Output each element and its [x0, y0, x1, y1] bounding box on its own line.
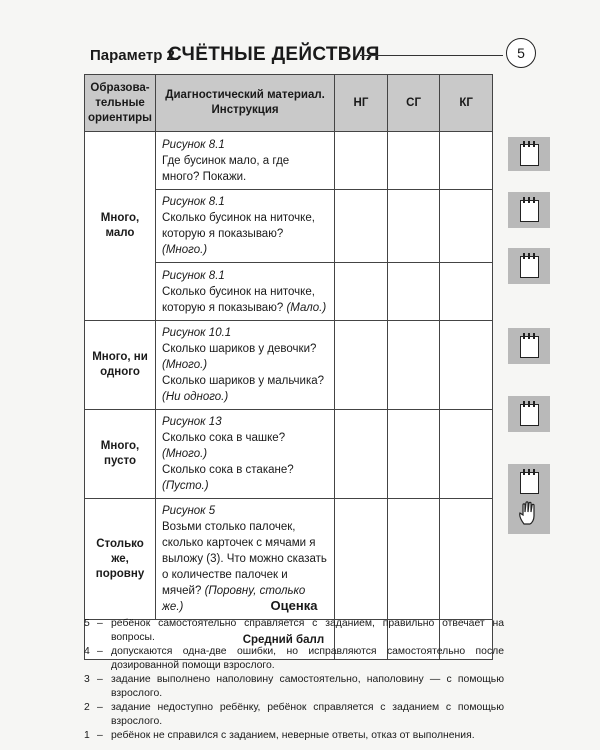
- table-row: [85, 410, 493, 499]
- score-cell-ng[interactable]: [335, 263, 388, 321]
- column-header: НГ: [335, 75, 388, 132]
- category-cell: Много, мало: [85, 132, 156, 321]
- side-tab[interactable]: [508, 192, 550, 228]
- grading-section: [84, 598, 504, 744]
- figure-ref: Рисунок 5: [162, 505, 216, 517]
- grade-item: 2 – задание недоступно ребёнку, ребёнок справляется с заданием с помощью взрослого.: [84, 702, 504, 727]
- expected-answer: (Много.): [162, 359, 208, 371]
- instruction-cell: [156, 190, 335, 263]
- grade-text: ребёнок не справился с заданием, неверные ответы, отказ от выполнения.: [111, 730, 475, 741]
- instruction-cell: [156, 321, 335, 410]
- parameter-number: Параметр 2.: [90, 47, 180, 64]
- expected-answer: (Ни одного.): [162, 391, 229, 403]
- header-divider: [360, 55, 503, 56]
- expected-answer: (Пусто.): [162, 480, 209, 492]
- score-cell-ng[interactable]: [335, 321, 388, 410]
- page-header: [90, 44, 535, 68]
- score-cell-ng[interactable]: [335, 410, 388, 499]
- side-tab[interactable]: [508, 328, 550, 364]
- grade-item: 1 – ребёнок не справился с заданием, неверные ответы, отказ от выполнения.: [84, 729, 504, 743]
- expected-answer: (Много.): [162, 244, 208, 256]
- score-cell-sg[interactable]: [387, 321, 440, 410]
- instruction-text: Сколько бусинок на ниточке, которую я показываю?: [162, 285, 315, 314]
- notebook-icon: [520, 200, 539, 222]
- score-cell-kg[interactable]: [440, 132, 493, 190]
- notebook-icon: [520, 144, 539, 166]
- score-cell-sg[interactable]: [387, 410, 440, 499]
- category-cell: Много, ни одного: [85, 321, 156, 410]
- column-header: СГ: [387, 75, 440, 132]
- instruction-cell: [156, 132, 335, 190]
- score-cell-ng[interactable]: [335, 190, 388, 263]
- side-tab[interactable]: [508, 464, 550, 534]
- figure-ref: Рисунок 8.1: [162, 138, 225, 151]
- grade-score: 2: [84, 702, 90, 713]
- expected-answer: (Много.): [162, 448, 208, 460]
- notebook-icon: [520, 256, 539, 278]
- grade-score: 3: [84, 674, 90, 685]
- score-cell-sg[interactable]: [387, 132, 440, 190]
- category-cell: Много, пусто: [85, 410, 156, 499]
- figure-ref: Рисунок 10.1: [162, 327, 232, 339]
- notebook-icon: [520, 404, 539, 426]
- score-cell-kg[interactable]: [440, 410, 493, 499]
- instruction-text: Где бусинок мало, а где много? Покажи.: [162, 154, 290, 183]
- expected-answer: (Поровну, столько же.): [162, 585, 306, 613]
- score-cell-kg[interactable]: [440, 190, 493, 263]
- score-cell-kg[interactable]: [440, 321, 493, 410]
- table-header-row: [85, 75, 493, 132]
- category-cell: Столько же, поровну: [85, 499, 156, 620]
- figure-ref: Рисунок 13: [162, 416, 222, 428]
- side-tab[interactable]: [508, 137, 550, 171]
- grade-item: 4 – допускаются одна-две ошибки, но исправляются самостоятельно после дозированной помощи взрослого.: [84, 646, 504, 671]
- grading-title: Оценка: [270, 598, 318, 613]
- table-row: [85, 321, 493, 410]
- page-title: СЧЁТНЫЕ ДЕЙСТВИЯ: [168, 44, 380, 65]
- column-header: Образова-тельные ориентиры: [85, 75, 156, 132]
- grade-score: 1: [84, 730, 90, 741]
- instruction-cell: [156, 263, 335, 321]
- grade-text: ребёнок самостоятельно справляется с заданием, правильно отвечает на вопросы.: [111, 618, 504, 643]
- column-header: Диагностический материал. Инструкция: [156, 75, 335, 132]
- figure-ref: Рисунок 8.1: [162, 269, 225, 282]
- grade-text: задание недоступно ребёнку, ребёнок справляется с заданием с помощью взрослого.: [111, 702, 504, 727]
- instruction-text: Сколько шариков у мальчика?: [162, 375, 325, 387]
- instruction-text: Сколько шариков у девочки?: [162, 343, 317, 355]
- score-cell-sg[interactable]: [387, 263, 440, 321]
- page-number: 5: [506, 38, 536, 68]
- grade-score: 4: [84, 646, 90, 657]
- expected-answer: (Мало.): [286, 301, 327, 314]
- grade-text: задание выполнено наполовину самостоятельно, наполовину — с помощью взрослого.: [111, 674, 504, 699]
- side-tab[interactable]: [508, 396, 550, 432]
- score-cell-ng[interactable]: [335, 132, 388, 190]
- instruction-text: Сколько бусинок на ниточке, которую я показываю?: [162, 212, 315, 240]
- instruction-text: Сколько сока в чашке?: [162, 432, 286, 444]
- instruction-cell: [156, 410, 335, 499]
- figure-ref: Рисунок 8.1: [162, 196, 225, 208]
- table-row: [85, 132, 493, 190]
- average-label: Средний балл: [85, 620, 335, 660]
- diagnostic-table: [84, 74, 493, 660]
- grade-score: 5: [84, 618, 90, 629]
- grade-item: 3 – задание выполнено наполовину самостоятельно, наполовину — с помощью взрослого.: [84, 674, 504, 699]
- notebook-icon: [520, 472, 539, 494]
- instruction-text: Возьми столько палочек, сколько карточек с мячами я выложу (3). Что можно сказать о количестве палочек и мячей?: [162, 521, 327, 597]
- side-tab[interactable]: [508, 248, 550, 284]
- instruction-text: Сколько сока в стакане?: [162, 464, 294, 476]
- grade-text: допускаются одна-две ошибки, но исправляются самостоятельно после дозированной помощи взрослого.: [111, 646, 504, 671]
- grade-item: 5 – ребёнок самостоятельно справляется с заданием, правильно отвечает на вопросы.: [84, 618, 504, 643]
- score-cell-sg[interactable]: [387, 190, 440, 263]
- score-cell-kg[interactable]: [440, 263, 493, 321]
- column-header: КГ: [440, 75, 493, 132]
- notebook-icon: [520, 336, 539, 358]
- hand-icon: [517, 500, 541, 526]
